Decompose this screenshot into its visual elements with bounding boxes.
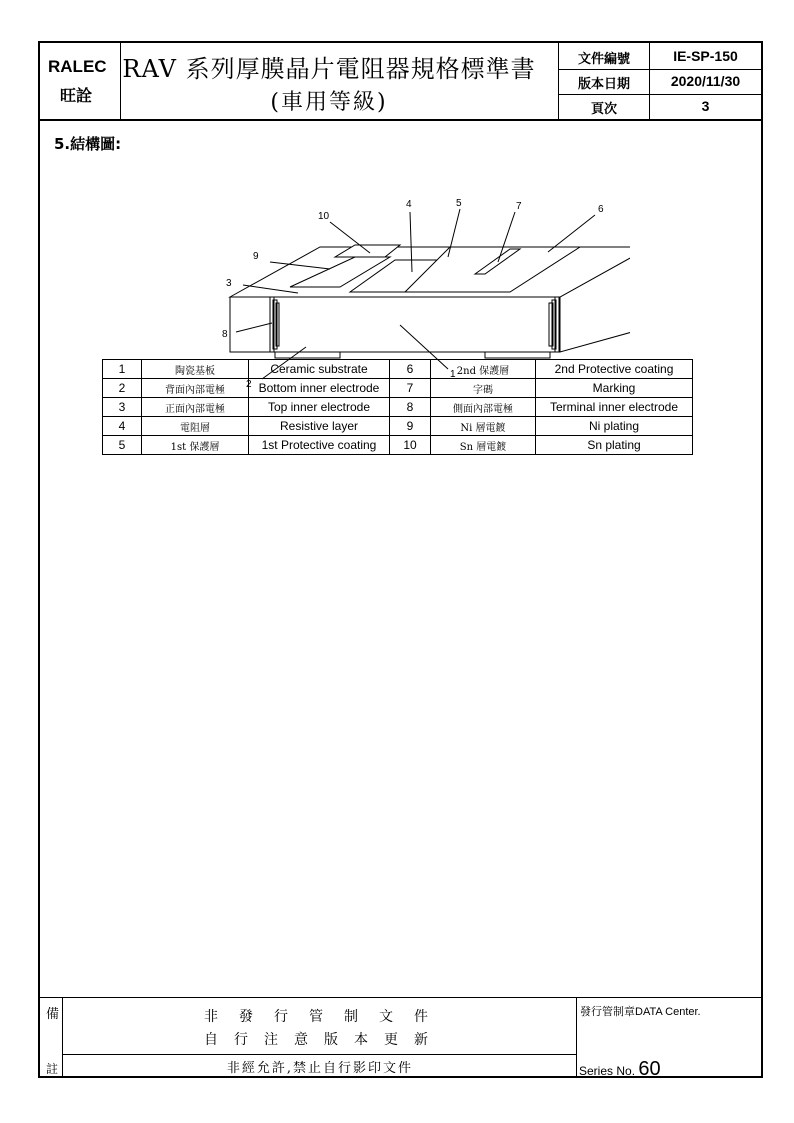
part-name-zh: 側面內部電極 bbox=[431, 398, 536, 417]
series-label: Series No. bbox=[579, 1064, 636, 1078]
notice-char: 意 bbox=[294, 1032, 308, 1048]
part-name-en: Sn plating bbox=[536, 436, 693, 455]
part-number: 1 bbox=[103, 360, 142, 379]
part-name-zh: Sn 層電鍍 bbox=[431, 436, 536, 455]
callout-7: 7 bbox=[516, 201, 522, 212]
part-name-zh: 陶瓷基板 bbox=[142, 360, 249, 379]
callout-3: 3 bbox=[226, 278, 232, 289]
part-name-zh: 背面內部電極 bbox=[142, 379, 249, 398]
part-name-en: Resistive layer bbox=[249, 417, 390, 436]
company-name-zh: 旺詮 bbox=[60, 86, 93, 105]
section-title: 5.結構圖: bbox=[54, 135, 122, 153]
part-name-en: 2nd Protective coating bbox=[536, 360, 693, 379]
notice-char: 文 bbox=[379, 1009, 393, 1025]
part-name-zh: 電阻層 bbox=[142, 417, 249, 436]
part-number: 6 bbox=[390, 360, 431, 379]
part-name-en: Top inner electrode bbox=[249, 398, 390, 417]
page-number: 3 bbox=[701, 98, 710, 114]
series-number bbox=[579, 1058, 661, 1081]
part-number: 7 bbox=[390, 379, 431, 398]
part-name-zh: Ni 層電鍍 bbox=[431, 417, 536, 436]
table-row bbox=[103, 436, 693, 455]
callout-9: 9 bbox=[253, 251, 259, 262]
notice-char: 發 bbox=[239, 1009, 253, 1025]
part-number: 10 bbox=[390, 436, 431, 455]
company-name-en: RALEC bbox=[48, 57, 107, 76]
copy-warning: 非經允許,禁止自行影印文件 bbox=[226, 1061, 414, 1076]
table-row bbox=[103, 360, 693, 379]
part-name-zh: 字碼 bbox=[431, 379, 536, 398]
parts-table bbox=[102, 359, 693, 455]
part-number: 5 bbox=[103, 436, 142, 455]
callout-5: 5 bbox=[456, 198, 462, 209]
notice-char: 件 bbox=[414, 1009, 428, 1025]
part-name-en: Bottom inner electrode bbox=[249, 379, 390, 398]
version-date-label: 版本日期 bbox=[577, 77, 630, 92]
remarks-label-top: 備 bbox=[46, 1007, 60, 1022]
notice-char: 更 bbox=[384, 1032, 398, 1048]
uncontrolled-notice-line1 bbox=[204, 1006, 428, 1026]
part-number: 3 bbox=[103, 398, 142, 417]
notice-char: 行 bbox=[234, 1032, 248, 1048]
notice-char: 行 bbox=[274, 1009, 288, 1025]
table-row bbox=[103, 417, 693, 436]
part-number: 9 bbox=[390, 417, 431, 436]
part-name-en: Terminal inner electrode bbox=[536, 398, 693, 417]
callout-1: 1 bbox=[450, 369, 456, 380]
callout-10: 10 bbox=[318, 211, 330, 222]
notice-char: 制 bbox=[344, 1009, 358, 1025]
document-subtitle: (車用等級) bbox=[270, 90, 388, 115]
notice-char: 管 bbox=[309, 1009, 323, 1025]
part-name-zh: 1st 保護層 bbox=[142, 436, 249, 455]
notice-char: 注 bbox=[264, 1032, 278, 1048]
document-header bbox=[40, 43, 761, 121]
notice-char: 版 bbox=[324, 1032, 338, 1048]
part-name-en: Ni plating bbox=[536, 417, 693, 436]
doc-number-value: IE-SP-150 bbox=[673, 48, 738, 64]
part-number: 4 bbox=[103, 417, 142, 436]
notice-char: 本 bbox=[354, 1032, 368, 1048]
part-name-zh: 2nd 保護層 bbox=[431, 360, 536, 379]
page-label: 頁次 bbox=[590, 102, 617, 117]
part-number: 2 bbox=[103, 379, 142, 398]
document-frame bbox=[38, 41, 763, 1078]
callout-6: 6 bbox=[598, 204, 604, 215]
chip-resistor-structure-diagram bbox=[180, 157, 630, 387]
notice-char: 新 bbox=[414, 1032, 428, 1048]
part-number: 8 bbox=[390, 398, 431, 417]
callout-2: 2 bbox=[246, 379, 252, 387]
table-row bbox=[103, 379, 693, 398]
part-name-zh: 正面內部電極 bbox=[142, 398, 249, 417]
callout-8: 8 bbox=[222, 329, 228, 340]
remarks-label-bottom: 註 bbox=[46, 1062, 59, 1076]
part-name-en: Marking bbox=[536, 379, 693, 398]
part-name-en: Ceramic substrate bbox=[249, 360, 390, 379]
notice-char: 非 bbox=[204, 1009, 218, 1025]
version-date-value: 2020/11/30 bbox=[670, 73, 741, 89]
series-value: 60 bbox=[638, 1058, 661, 1080]
document-footer bbox=[40, 997, 761, 1080]
uncontrolled-notice-line2 bbox=[204, 1029, 428, 1049]
issue-control-seal-label: 發行管制章DATA Center. bbox=[580, 1006, 701, 1018]
callout-4: 4 bbox=[406, 199, 412, 210]
doc-number-label: 文件編號 bbox=[577, 52, 630, 67]
document-title: RAV 系列厚膜晶片電阻器規格標準書 bbox=[122, 55, 536, 83]
notice-char: 自 bbox=[204, 1032, 218, 1048]
part-name-en: 1st Protective coating bbox=[249, 436, 390, 455]
table-row bbox=[103, 398, 693, 417]
